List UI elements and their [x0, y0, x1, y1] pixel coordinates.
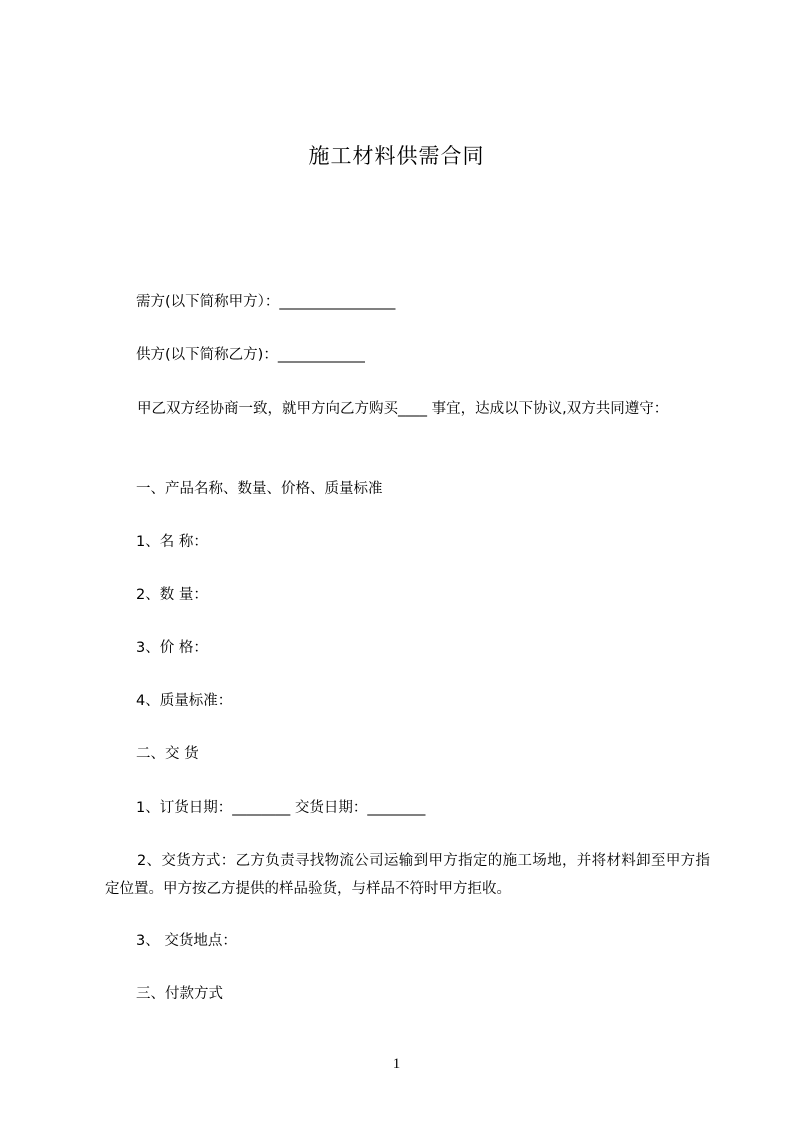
section-heading-payment: 三、付款方式: [136, 986, 223, 1002]
item-quantity: 2、数 量：: [136, 587, 208, 603]
item-quality-standard: 4、质量标准：: [136, 693, 233, 709]
item-name: 1、名 称：: [136, 534, 208, 550]
section-heading-delivery: 二、交 货: [136, 746, 199, 762]
section-heading-products: 一、产品名称、数量、价格、质量标准: [136, 481, 383, 497]
delivery-method-paragraph: 2、交货方式：乙方负责寻找物流公司运输到甲方指定的施工场地，并将材料卸至甲方指定位置。甲方按乙方提供的样品验货，与样品不符时甲方拒收。: [105, 853, 710, 897]
intro-paragraph: 甲乙双方经协商一致，就甲方向乙方购买____ 事宜，达成以下协议,双方共同遵守：: [137, 401, 669, 417]
delivery-dates: 1、订货日期：________ 交货日期：________: [136, 800, 426, 816]
delivery-place: 3、 交货地点：: [136, 933, 237, 949]
supplier-line: 供方(以下简称乙方)：____________: [136, 347, 365, 363]
contract-title: 施工材料供需合同: [308, 144, 485, 168]
buyer-line: 需方(以下简称甲方）：________________: [136, 294, 396, 310]
page-number: 1: [392, 1056, 401, 1072]
item-price: 3、价 格：: [136, 640, 208, 656]
